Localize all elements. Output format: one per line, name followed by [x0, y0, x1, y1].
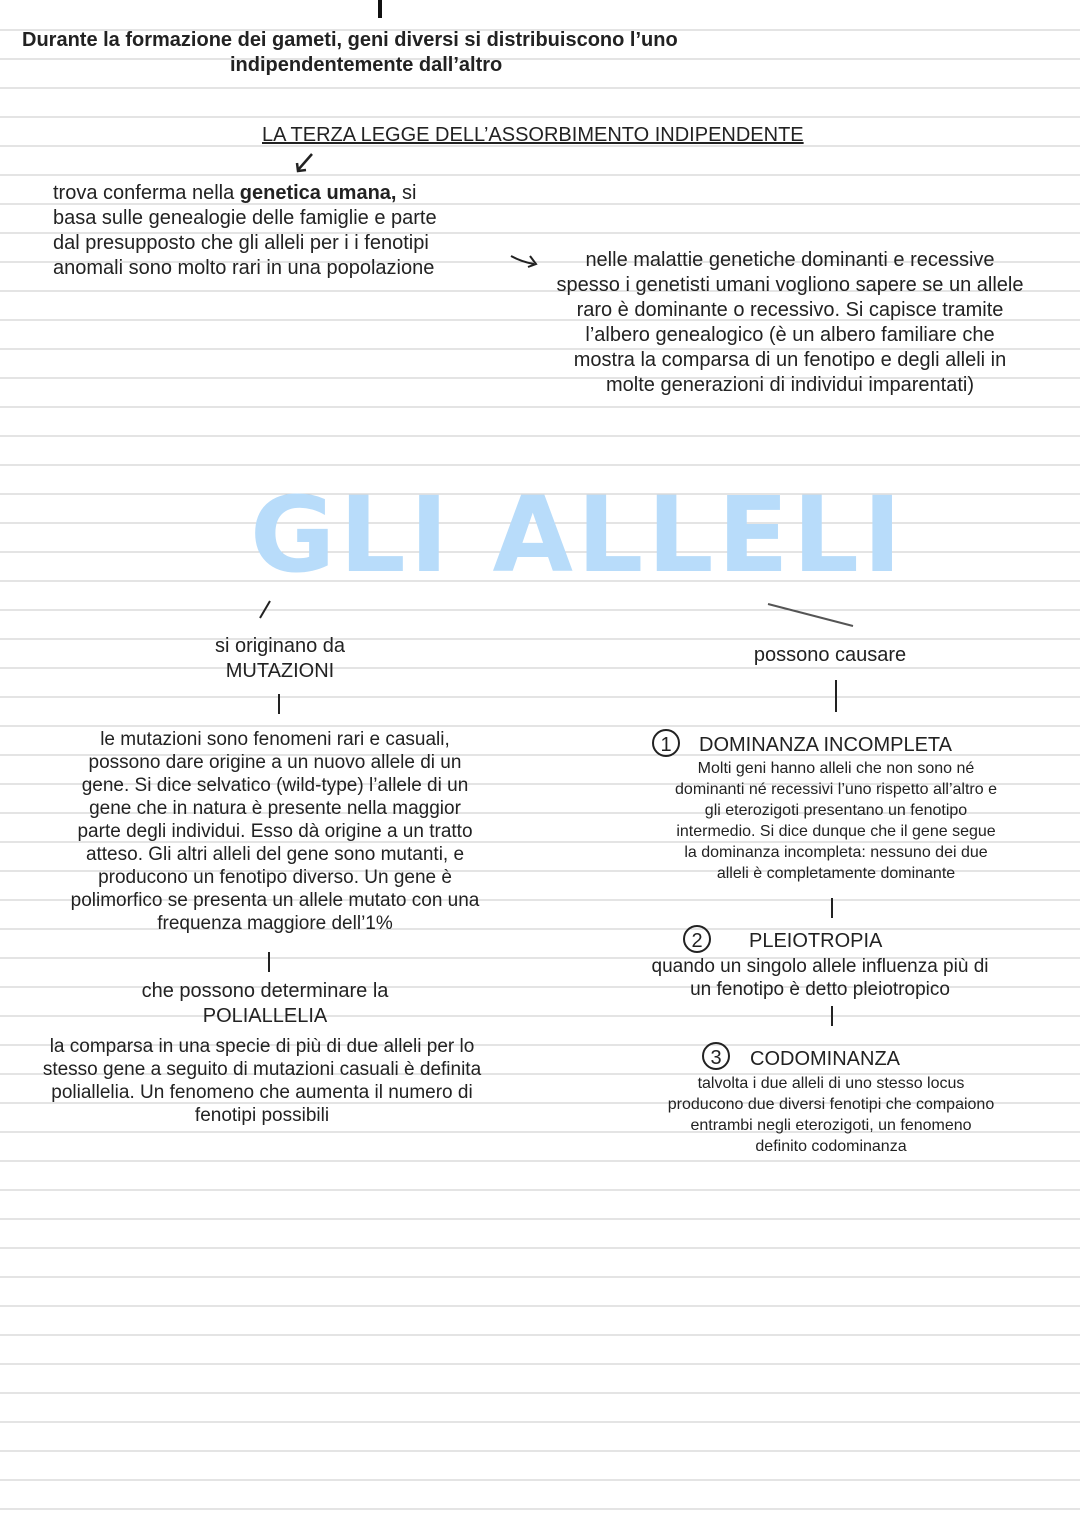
- number-1-icon: 1: [652, 729, 680, 757]
- arrow-down-left-icon: [290, 150, 320, 178]
- dominance-desc-line: la dominanza incompleta: nessuno dei due: [684, 844, 988, 861]
- law-left-line-3: dal presupposto che gli alleli per i i fenotipi: [53, 232, 429, 254]
- big-title: GLI ALLELI: [250, 474, 906, 596]
- causes-label: possono causare: [753, 644, 907, 666]
- origin-line-1: si originano da: [214, 635, 346, 657]
- law-right-line-4: l’albero genealogico (è un albero familiare che: [585, 324, 995, 346]
- dominance-desc-line: gli eterozigoti presentano un fenotipo: [704, 802, 968, 819]
- number-circle-3: [702, 1042, 730, 1070]
- pleiotropy-desc-line: un fenotipo è detto pleiotropico: [690, 979, 950, 1000]
- law-left-line-4: anomali sono molto rari in una popolazione: [53, 257, 435, 279]
- number-2-icon: 2: [683, 925, 711, 953]
- pleiotropy-title: PLEIOTROPIA: [749, 930, 883, 952]
- law-left-text: [53, 181, 493, 281]
- polyallelia-desc-line: poliallelia. Un fenomeno che aumenta il numero di: [51, 1082, 473, 1103]
- law-right-line-5: mostra la comparsa di un fenotipo e degli alleli in: [573, 349, 1007, 371]
- polyallelia-line-2: POLIALLELIA: [202, 1005, 328, 1027]
- origin-line-2: MUTAZIONI: [225, 660, 335, 682]
- dominance-desc-line: dominanti né recessivi l’uno rispetto all’altro e: [675, 781, 997, 798]
- law-right-text: [530, 248, 1050, 398]
- pleiotropy-desc-line: quando un singolo allele influenza più di: [651, 956, 989, 977]
- header-text: [22, 28, 782, 78]
- mutations-line: producono un fenotipo diverso. Un gene è: [98, 867, 452, 888]
- law-right-line-1: nelle malattie genetiche dominanti e recessive: [585, 249, 995, 271]
- law-left-line-2: basa sulle genealogie delle famiglie e parte: [53, 207, 437, 229]
- mutations-text: [35, 728, 515, 935]
- law-right-line-2: spesso i genetisti umani vogliono sapere se un allele: [556, 274, 1024, 296]
- header-line-1: Durante la formazione dei gameti, geni diversi si distribuiscono l’uno: [22, 29, 678, 51]
- left-branch-stroke: [250, 598, 280, 622]
- connector-left-1: [278, 694, 280, 714]
- dominance-desc-line: intermedio. Si dice dunque che il gene segue: [676, 823, 996, 840]
- polyallelia-line-1: che possono determinare la: [141, 980, 389, 1002]
- polyallelia-desc: [22, 1035, 502, 1127]
- codominance-desc-line: definito codominanza: [755, 1138, 907, 1155]
- mutations-line: gene. Si dice selvatico (wild-type) l’allele di un: [81, 775, 469, 796]
- connector-right-1: [835, 680, 837, 712]
- origin-text: [160, 634, 400, 684]
- mutations-line: parte degli individui. Esso dà origine a un tratto: [77, 821, 473, 842]
- polyallelia-desc-line: fenotipi possibili: [194, 1105, 330, 1126]
- header-line-2: indipendentemente dall’altro: [230, 54, 503, 76]
- codominance-desc-line: entrambi negli eterozigoti, un fenomeno: [690, 1117, 972, 1134]
- polyallelia-desc-line: stesso gene a seguito di mutazioni casuali è definita: [42, 1059, 482, 1080]
- number-3-icon: 3: [702, 1042, 730, 1070]
- polyallelia-desc-line: la comparsa in una specie di più di due alleli per lo: [49, 1036, 475, 1057]
- codominance-desc-line: producono due diversi fenotipi che compaiono: [667, 1096, 995, 1113]
- connector-right-2: [831, 898, 833, 918]
- connector-left-2: [268, 952, 270, 972]
- law-right-line-6: molte generazioni di individui imparentati): [606, 374, 974, 396]
- number-circle-2: [683, 925, 711, 953]
- pleiotropy-desc: [620, 955, 1020, 1001]
- connector-right-3: [831, 1006, 833, 1026]
- mutations-line: polimorfico se presenta un allele mutato con una: [70, 890, 480, 911]
- law-left-line-1: trova conferma nella genetica umana, si: [53, 182, 417, 204]
- mutations-line: atteso. Gli altri alleli del gene sono mutanti, e: [85, 844, 465, 865]
- top-mark: [378, 0, 382, 18]
- codominance-desc: [631, 1073, 1031, 1157]
- polyallelia-text: [110, 979, 420, 1029]
- law-title: LA TERZA LEGGE DELL’ASSORBIMENTO INDIPENDENTE: [262, 124, 804, 146]
- dominance-desc-line: Molti geni hanno alleli che non sono né: [697, 760, 975, 777]
- mutations-line: le mutazioni sono fenomeni rari e casuali,: [100, 729, 450, 750]
- dominance-desc-line: alleli è completamente dominante: [716, 865, 956, 882]
- number-circle-1: [652, 729, 680, 757]
- law-right-line-3: raro è dominante o recessivo. Si capisce tramite: [576, 299, 1004, 321]
- mutations-line: gene che in natura è presente nella maggior: [89, 798, 461, 819]
- mutations-line: frequenza maggiore dell’1%: [157, 913, 393, 934]
- codominance-desc-line: talvolta i due alleli di uno stesso locus: [697, 1075, 965, 1092]
- mutations-line: possono dare origine a un nuovo allele di un: [88, 752, 462, 773]
- codominance-title: CODOMINANZA: [750, 1048, 900, 1070]
- right-branch-stroke: [765, 600, 860, 630]
- dominance-desc: [636, 758, 1036, 884]
- dominance-title: DOMINANZA INCOMPLETA: [699, 734, 952, 756]
